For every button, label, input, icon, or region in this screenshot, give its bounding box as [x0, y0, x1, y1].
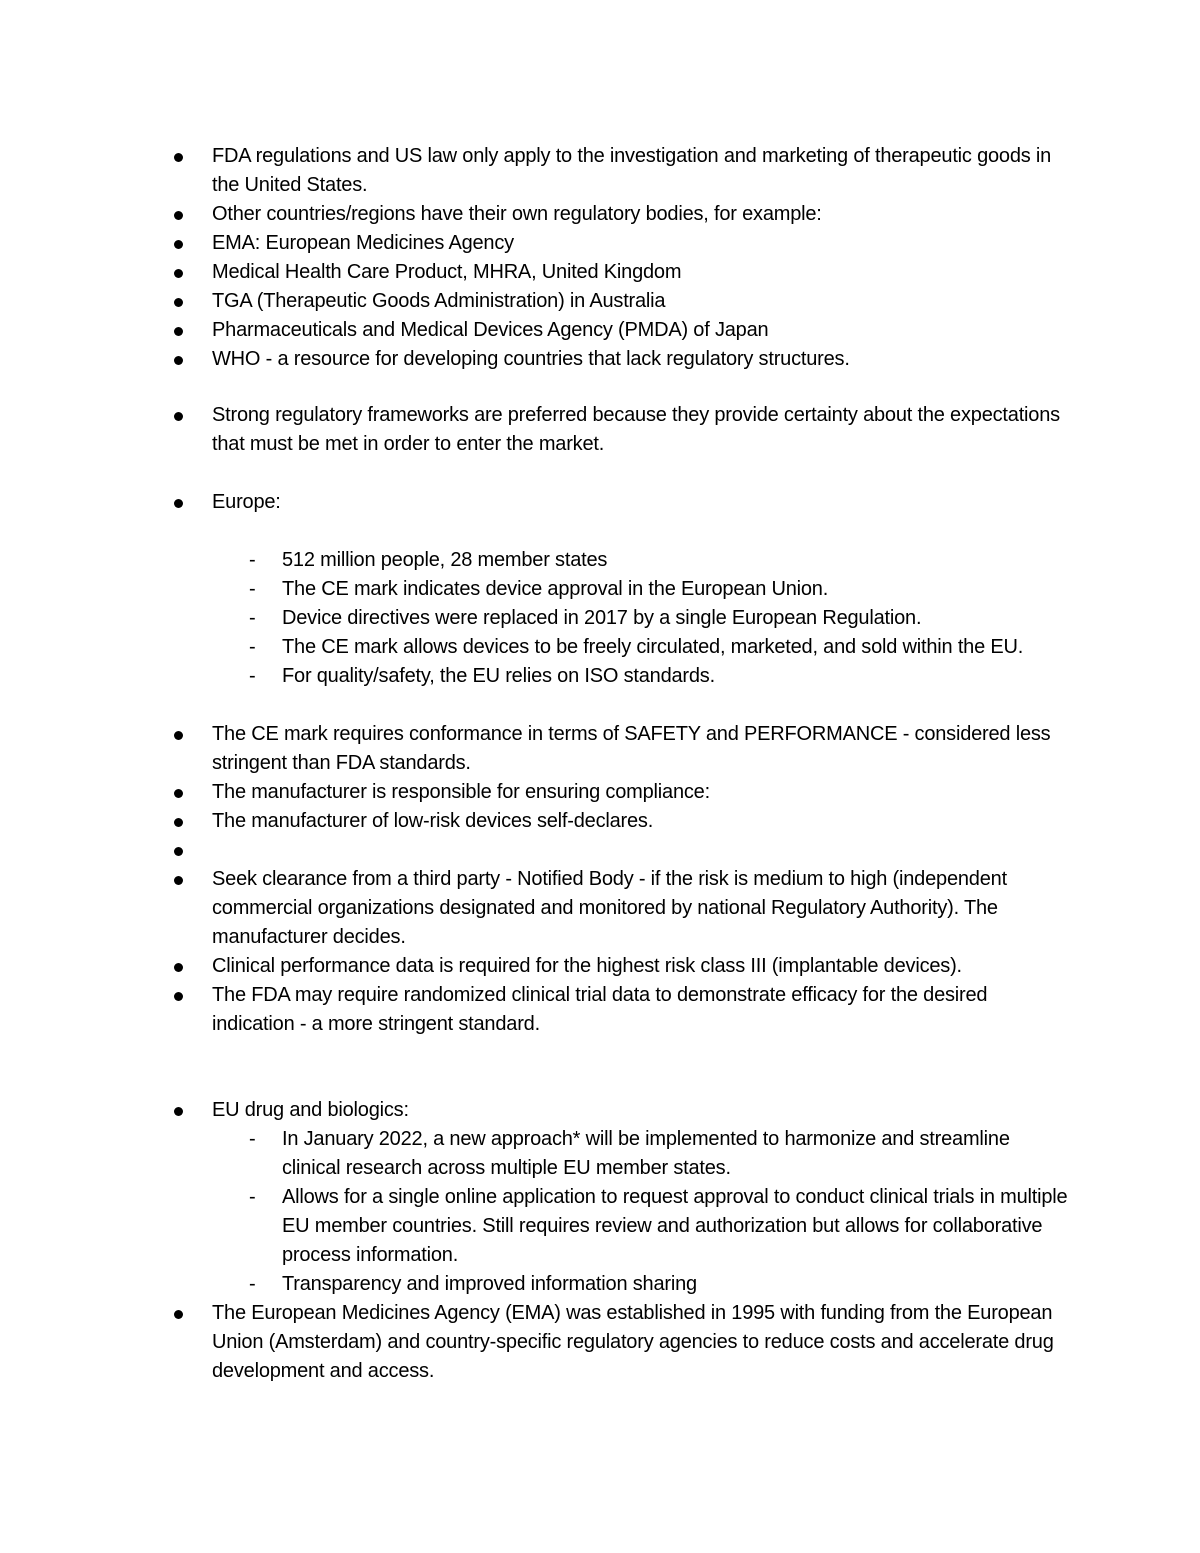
bullet-icon: [174, 298, 183, 307]
list-item: [172, 952, 1072, 981]
bullet-icon: [174, 356, 183, 365]
spacer: [172, 517, 1072, 546]
list-item-text: Seek clearance from a third party - Notified Body - if the risk is medium to high (independent commercial organizations designated and monitored by national Regulatory Authority). The manufacturer decides.: [212, 868, 1007, 948]
dash-icon: -: [249, 607, 256, 629]
list-item: [172, 1299, 1072, 1386]
list-item-text: Transparency and improved information sharing: [282, 1273, 697, 1295]
bullet-icon: [174, 789, 183, 798]
spacer: [172, 374, 1072, 401]
list-item-text: The CE mark requires conformance in terms of SAFETY and PERFORMANCE - considered less stringent than FDA standards.: [212, 723, 1051, 774]
dash-icon: -: [249, 636, 256, 658]
list-item: [172, 1183, 1072, 1270]
bullet-icon: [174, 847, 183, 856]
list-item-text: The European Medicines Agency (EMA) was established in 1995 with funding from the European Union (Amsterdam) and country-specific regulatory agencies to reduce costs and accelerate drug development and access.: [212, 1302, 1054, 1382]
list-item-text: The manufacturer is responsible for ensuring compliance:: [212, 781, 710, 803]
list-item-text: Europe:: [212, 491, 281, 513]
bullet-icon: [174, 269, 183, 278]
bullet-icon: [174, 1107, 183, 1116]
list-item-text: Device directives were replaced in 2017 by a single European Regulation.: [282, 607, 922, 629]
document-body: [172, 142, 1072, 1386]
list-item: [172, 142, 1072, 200]
list-item-text: For quality/safety, the EU relies on ISO standards.: [282, 665, 715, 687]
dash-icon: -: [249, 549, 256, 571]
list-item-text: Clinical performance data is required for the highest risk class III (implantable devices).: [212, 955, 962, 977]
list-item-text: Medical Health Care Product, MHRA, United Kingdom: [212, 261, 682, 283]
list-item: [172, 604, 1072, 633]
bullet-icon: [174, 1310, 183, 1319]
list-item: [172, 200, 1072, 229]
list-item: [172, 1096, 1072, 1125]
list-item: [172, 865, 1072, 952]
list-item-text: The manufacturer of low-risk devices self-declares.: [212, 810, 654, 832]
list-item-text: WHO - a resource for developing countries that lack regulatory structures.: [212, 348, 850, 370]
bullet-icon: [174, 818, 183, 827]
list-item: [172, 316, 1072, 345]
spacer: [172, 691, 1072, 720]
bullet-icon: [174, 731, 183, 740]
bullet-icon: [174, 153, 183, 162]
list-item-text: EMA: European Medicines Agency: [212, 232, 514, 254]
list-item-text: Strong regulatory frameworks are preferred because they provide certainty about the expectations that must be met in order to enter the market.: [212, 404, 1060, 455]
bullet-icon: [174, 992, 183, 1001]
list-item: [172, 836, 1072, 865]
spacer: [172, 459, 1072, 488]
list-item-text: The CE mark indicates device approval in the European Union.: [282, 578, 829, 600]
list-item-text: The CE mark allows devices to be freely circulated, marketed, and sold within the EU.: [282, 636, 1024, 658]
list-item: [172, 1125, 1072, 1183]
bullet-icon: [174, 499, 183, 508]
list-item: [172, 1270, 1072, 1299]
list-item: [172, 258, 1072, 287]
list-item: [172, 981, 1072, 1039]
list-item: [172, 287, 1072, 316]
dash-icon: -: [249, 1273, 256, 1295]
bullet-icon: [174, 963, 183, 972]
list-item: [172, 229, 1072, 258]
dash-icon: -: [249, 1128, 256, 1150]
list-item-text: The FDA may require randomized clinical trial data to demonstrate efficacy for the desired indication - a more stringent standard.: [212, 984, 988, 1035]
list-item: [172, 345, 1072, 374]
list-item-text: TGA (Therapeutic Goods Administration) in Australia: [212, 290, 666, 312]
bullet-icon: [174, 211, 183, 220]
list-item: [172, 401, 1072, 459]
dash-icon: -: [249, 665, 256, 687]
bullet-icon: [174, 327, 183, 336]
list-item-text: In January 2022, a new approach* will be implemented to harmonize and streamline clinical research across multiple EU member states.: [282, 1128, 1010, 1179]
dash-icon: -: [249, 578, 256, 600]
bullet-icon: [174, 240, 183, 249]
list-item: [172, 488, 1072, 517]
list-item: [172, 575, 1072, 604]
list-item-text: EU drug and biologics:: [212, 1099, 409, 1121]
list-item: [172, 633, 1072, 662]
list-item-text: FDA regulations and US law only apply to the investigation and marketing of therapeutic goods in the United States.: [212, 145, 1052, 196]
list-item-text: 512 million people, 28 member states: [282, 549, 608, 571]
list-item: [172, 662, 1072, 691]
list-item-text: Pharmaceuticals and Medical Devices Agency (PMDA) of Japan: [212, 319, 769, 341]
list-item-text: Allows for a single online application to request approval to conduct clinical trials in multiple EU member countries. Still requires review and authorization but allows for collaborative process information.: [282, 1186, 1068, 1266]
list-item: [172, 720, 1072, 778]
dash-icon: -: [249, 1186, 256, 1208]
list-item: [172, 546, 1072, 575]
bullet-icon: [174, 876, 183, 885]
spacer: [172, 1039, 1072, 1096]
list-item: [172, 778, 1072, 807]
list-item-text: Other countries/regions have their own regulatory bodies, for example:: [212, 203, 822, 225]
bullet-icon: [174, 412, 183, 421]
list-item: [172, 807, 1072, 836]
